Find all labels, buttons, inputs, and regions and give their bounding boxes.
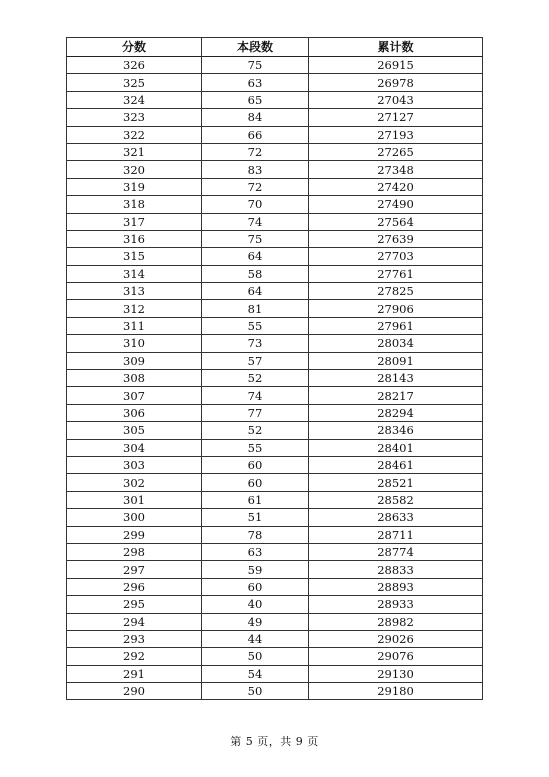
column-header-cumulative-count: 累计数 bbox=[309, 38, 483, 57]
cumulative-count-cell: 28346 bbox=[309, 422, 483, 439]
table-row bbox=[67, 578, 483, 595]
segment-count-cell: 74 bbox=[202, 213, 309, 230]
segment-count-cell: 54 bbox=[202, 665, 309, 682]
score-cell: 317 bbox=[67, 213, 202, 230]
cumulative-count-cell: 27564 bbox=[309, 213, 483, 230]
table-header-row bbox=[67, 38, 483, 57]
segment-count-cell: 81 bbox=[202, 300, 309, 317]
segment-count-cell: 50 bbox=[202, 683, 309, 700]
cumulative-count-cell: 28633 bbox=[309, 509, 483, 526]
table-row bbox=[67, 491, 483, 508]
cumulative-count-cell: 27193 bbox=[309, 126, 483, 143]
score-cell: 315 bbox=[67, 248, 202, 265]
table-row bbox=[67, 561, 483, 578]
segment-count-cell: 55 bbox=[202, 317, 309, 334]
cumulative-count-cell: 28401 bbox=[309, 439, 483, 456]
score-cell: 292 bbox=[67, 648, 202, 665]
table-row bbox=[67, 648, 483, 665]
score-cell: 304 bbox=[67, 439, 202, 456]
score-cell: 320 bbox=[67, 161, 202, 178]
score-cell: 300 bbox=[67, 509, 202, 526]
segment-count-cell: 60 bbox=[202, 456, 309, 473]
cumulative-count-cell: 27043 bbox=[309, 91, 483, 108]
segment-count-cell: 61 bbox=[202, 491, 309, 508]
cumulative-count-cell: 28034 bbox=[309, 335, 483, 352]
cumulative-count-cell: 27639 bbox=[309, 230, 483, 247]
score-distribution-table bbox=[66, 37, 483, 700]
segment-count-cell: 40 bbox=[202, 596, 309, 613]
segment-count-cell: 57 bbox=[202, 352, 309, 369]
cumulative-count-cell: 26915 bbox=[309, 57, 483, 74]
segment-count-cell: 72 bbox=[202, 143, 309, 160]
segment-count-cell: 63 bbox=[202, 543, 309, 560]
score-cell: 319 bbox=[67, 178, 202, 195]
segment-count-cell: 75 bbox=[202, 57, 309, 74]
score-cell: 296 bbox=[67, 578, 202, 595]
cumulative-count-cell: 29130 bbox=[309, 665, 483, 682]
score-cell: 294 bbox=[67, 613, 202, 630]
segment-count-cell: 78 bbox=[202, 526, 309, 543]
table-row bbox=[67, 126, 483, 143]
segment-count-cell: 50 bbox=[202, 648, 309, 665]
table-row bbox=[67, 439, 483, 456]
segment-count-cell: 70 bbox=[202, 196, 309, 213]
score-cell: 299 bbox=[67, 526, 202, 543]
table-row bbox=[67, 404, 483, 421]
score-cell: 307 bbox=[67, 387, 202, 404]
segment-count-cell: 60 bbox=[202, 474, 309, 491]
score-cell: 295 bbox=[67, 596, 202, 613]
score-cell: 325 bbox=[67, 74, 202, 91]
column-header-score: 分数 bbox=[67, 38, 202, 57]
table-row bbox=[67, 230, 483, 247]
cumulative-count-cell: 28217 bbox=[309, 387, 483, 404]
segment-count-cell: 83 bbox=[202, 161, 309, 178]
table-row bbox=[67, 543, 483, 560]
score-cell: 297 bbox=[67, 561, 202, 578]
cumulative-count-cell: 28521 bbox=[309, 474, 483, 491]
score-cell: 308 bbox=[67, 370, 202, 387]
cumulative-count-cell: 29026 bbox=[309, 630, 483, 647]
score-cell: 312 bbox=[67, 300, 202, 317]
segment-count-cell: 58 bbox=[202, 265, 309, 282]
table-row bbox=[67, 213, 483, 230]
table-row bbox=[67, 300, 483, 317]
score-cell: 311 bbox=[67, 317, 202, 334]
table-row bbox=[67, 526, 483, 543]
cumulative-count-cell: 27420 bbox=[309, 178, 483, 195]
cumulative-count-cell: 27761 bbox=[309, 265, 483, 282]
table-row bbox=[67, 317, 483, 334]
score-cell: 305 bbox=[67, 422, 202, 439]
score-cell: 303 bbox=[67, 456, 202, 473]
segment-count-cell: 72 bbox=[202, 178, 309, 195]
score-cell: 313 bbox=[67, 283, 202, 300]
table-row bbox=[67, 143, 483, 160]
table-row bbox=[67, 352, 483, 369]
score-cell: 321 bbox=[67, 143, 202, 160]
segment-count-cell: 64 bbox=[202, 248, 309, 265]
segment-count-cell: 44 bbox=[202, 630, 309, 647]
cumulative-count-cell: 28143 bbox=[309, 370, 483, 387]
cumulative-count-cell: 28833 bbox=[309, 561, 483, 578]
segment-count-cell: 75 bbox=[202, 230, 309, 247]
cumulative-count-cell: 27825 bbox=[309, 283, 483, 300]
score-cell: 318 bbox=[67, 196, 202, 213]
segment-count-cell: 66 bbox=[202, 126, 309, 143]
table-row bbox=[67, 630, 483, 647]
score-cell: 316 bbox=[67, 230, 202, 247]
score-cell: 314 bbox=[67, 265, 202, 282]
segment-count-cell: 63 bbox=[202, 74, 309, 91]
segment-count-cell: 59 bbox=[202, 561, 309, 578]
segment-count-cell: 65 bbox=[202, 91, 309, 108]
table-row bbox=[67, 109, 483, 126]
cumulative-count-cell: 28294 bbox=[309, 404, 483, 421]
table-row bbox=[67, 248, 483, 265]
table-row bbox=[67, 474, 483, 491]
cumulative-count-cell: 29076 bbox=[309, 648, 483, 665]
score-cell: 322 bbox=[67, 126, 202, 143]
table-row bbox=[67, 370, 483, 387]
table-row bbox=[67, 596, 483, 613]
table-row bbox=[67, 161, 483, 178]
table-row bbox=[67, 456, 483, 473]
cumulative-count-cell: 28582 bbox=[309, 491, 483, 508]
page-footer: 第 5 页，共 9 页 bbox=[230, 735, 319, 748]
segment-count-cell: 84 bbox=[202, 109, 309, 126]
score-cell: 306 bbox=[67, 404, 202, 421]
segment-count-cell: 74 bbox=[202, 387, 309, 404]
cumulative-count-cell: 28982 bbox=[309, 613, 483, 630]
table-row bbox=[67, 265, 483, 282]
segment-count-cell: 52 bbox=[202, 370, 309, 387]
segment-count-cell: 51 bbox=[202, 509, 309, 526]
cumulative-count-cell: 27348 bbox=[309, 161, 483, 178]
table-row bbox=[67, 387, 483, 404]
score-cell: 290 bbox=[67, 683, 202, 700]
table-row bbox=[67, 683, 483, 700]
table-row bbox=[67, 665, 483, 682]
table-body bbox=[67, 57, 483, 700]
cumulative-count-cell: 27906 bbox=[309, 300, 483, 317]
cumulative-count-cell: 27127 bbox=[309, 109, 483, 126]
cumulative-count-cell: 27961 bbox=[309, 317, 483, 334]
table-row bbox=[67, 196, 483, 213]
segment-count-cell: 60 bbox=[202, 578, 309, 595]
cumulative-count-cell: 26978 bbox=[309, 74, 483, 91]
score-cell: 324 bbox=[67, 91, 202, 108]
cumulative-count-cell: 28711 bbox=[309, 526, 483, 543]
score-cell: 302 bbox=[67, 474, 202, 491]
segment-count-cell: 77 bbox=[202, 404, 309, 421]
cumulative-count-cell: 27265 bbox=[309, 143, 483, 160]
column-header-segment-count: 本段数 bbox=[202, 38, 309, 57]
table-row bbox=[67, 91, 483, 108]
table-row bbox=[67, 613, 483, 630]
segment-count-cell: 64 bbox=[202, 283, 309, 300]
score-cell: 326 bbox=[67, 57, 202, 74]
cumulative-count-cell: 28933 bbox=[309, 596, 483, 613]
table-row bbox=[67, 74, 483, 91]
score-cell: 301 bbox=[67, 491, 202, 508]
score-cell: 323 bbox=[67, 109, 202, 126]
cumulative-count-cell: 28893 bbox=[309, 578, 483, 595]
score-cell: 309 bbox=[67, 352, 202, 369]
table-row bbox=[67, 422, 483, 439]
score-cell: 291 bbox=[67, 665, 202, 682]
cumulative-count-cell: 28091 bbox=[309, 352, 483, 369]
table-row bbox=[67, 283, 483, 300]
segment-count-cell: 52 bbox=[202, 422, 309, 439]
cumulative-count-cell: 28774 bbox=[309, 543, 483, 560]
score-cell: 310 bbox=[67, 335, 202, 352]
table-row bbox=[67, 509, 483, 526]
table-row bbox=[67, 178, 483, 195]
score-cell: 293 bbox=[67, 630, 202, 647]
cumulative-count-cell: 27703 bbox=[309, 248, 483, 265]
segment-count-cell: 55 bbox=[202, 439, 309, 456]
score-cell: 298 bbox=[67, 543, 202, 560]
segment-count-cell: 49 bbox=[202, 613, 309, 630]
segment-count-cell: 73 bbox=[202, 335, 309, 352]
cumulative-count-cell: 28461 bbox=[309, 456, 483, 473]
table-row bbox=[67, 57, 483, 74]
cumulative-count-cell: 29180 bbox=[309, 683, 483, 700]
cumulative-count-cell: 27490 bbox=[309, 196, 483, 213]
table-row bbox=[67, 335, 483, 352]
